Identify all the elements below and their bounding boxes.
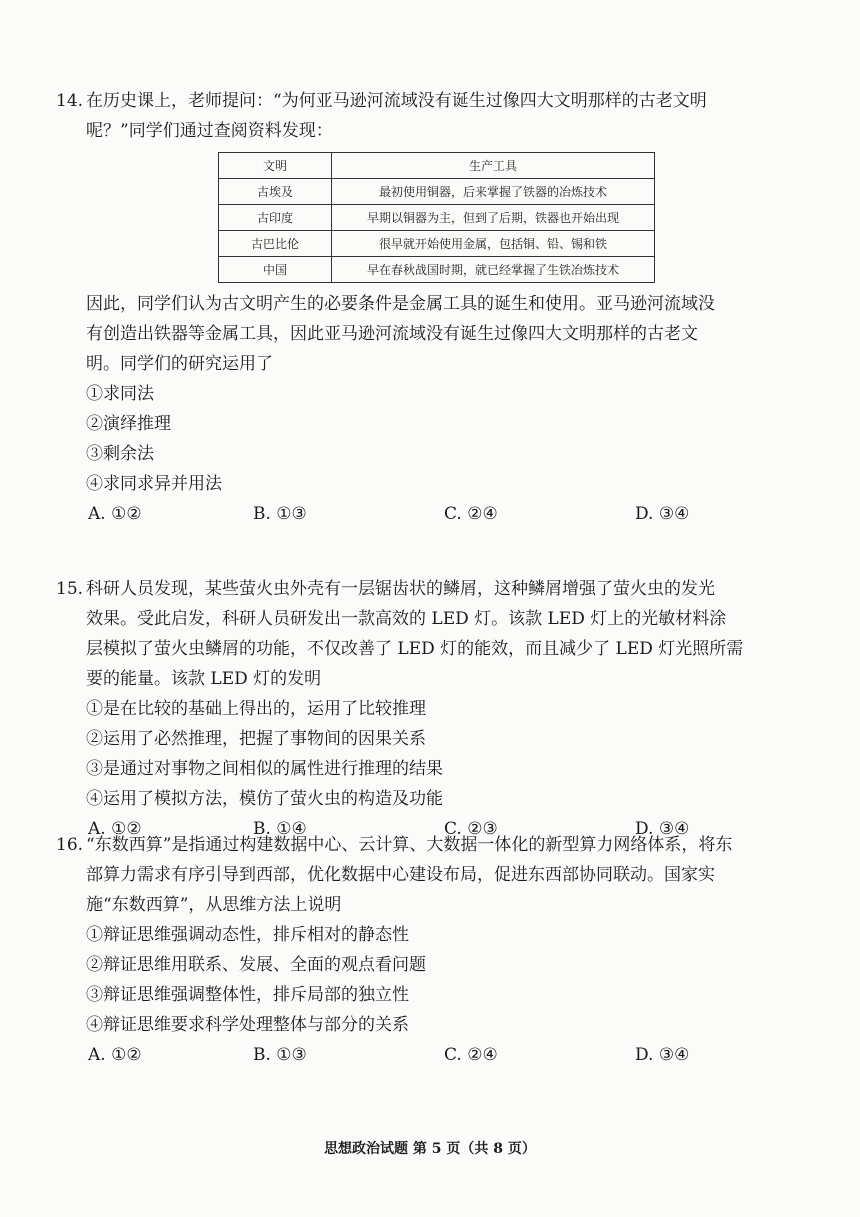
question-number: 15.	[56, 579, 84, 599]
question-16	[56, 830, 796, 1070]
table-cell: 早在春秋战国时期，就已经掌握了生铁冶炼技术	[332, 257, 655, 283]
option-b[interactable]: B. ①③	[253, 504, 307, 524]
option-a[interactable]: A. ①②	[88, 1045, 142, 1065]
option-d[interactable]: D. ③④	[635, 504, 690, 524]
question-14	[56, 86, 796, 529]
statement-item: ②演绎推理	[86, 414, 171, 434]
table-cell: 古埃及	[219, 179, 332, 205]
question-stem: 14. 在历史课上，老师提问：“为何亚马逊河流域没有诞生过像四大文明那样的古老文明	[56, 86, 796, 116]
statement-item: ①辩证思维强调动态性，排斥相对的静态性	[86, 925, 409, 945]
statement-item: ③剩余法	[86, 444, 154, 464]
question-number: 16.	[56, 835, 84, 855]
table-cell: 早期以铜器为主，但到了后期，铁器也开始出现	[332, 205, 655, 231]
statement-item: ③是通过对事物之间相似的属性进行推理的结果	[86, 759, 443, 779]
table-cell: 中国	[219, 257, 332, 283]
option-c[interactable]: C. ②③	[444, 819, 498, 839]
stem-text: 部算力需求有序引导到西部，优化数据中心建设布局，促进东西部协同联动。国家实	[86, 865, 715, 885]
answer-options	[88, 1040, 796, 1070]
table-header: 文明	[219, 153, 332, 179]
table-cell: 很早就开始使用金属，包括铜、铅、锡和铁	[332, 231, 655, 257]
option-d[interactable]: D. ③④	[635, 1045, 690, 1065]
statement-item: ①是在比较的基础上得出的，运用了比较推理	[86, 699, 426, 719]
option-a[interactable]: A. ①②	[88, 504, 142, 524]
statement-item: ①求同法	[86, 384, 154, 404]
table-cell: 古印度	[219, 205, 332, 231]
civilization-tools-table	[218, 152, 655, 283]
stem-text: 施“东数西算”，从思维方法上说明	[86, 895, 342, 915]
option-b[interactable]: B. ①④	[253, 819, 307, 839]
table-cell: 最初使用铜器，后来掌握了铁器的冶炼技术	[332, 179, 655, 205]
option-c[interactable]: C. ②④	[444, 1045, 498, 1065]
option-a[interactable]: A. ①②	[88, 819, 142, 839]
statement-item: ④求同求异并用法	[86, 474, 222, 494]
page-footer: 思想政治试题 第 5 页（共 8 页）	[324, 1141, 536, 1157]
option-b[interactable]: B. ①③	[253, 1045, 307, 1065]
statement-item: ④运用了模拟方法，模仿了萤火虫的构造及功能	[86, 789, 443, 809]
option-c[interactable]: C. ②④	[444, 504, 498, 524]
question-stem: 15. 科研人员发现，某些萤火虫外壳有一层锯齿状的鳞屑，这种鳞屑增强了萤火虫的发光	[56, 574, 796, 604]
statement-item: ②辩证思维用联系、发展、全面的观点看问题	[86, 955, 426, 975]
stem-text: 效果。受此启发，科研人员研发出一款高效的 LED 灯。该款 LED 灯上的光敏材料涂	[86, 609, 727, 629]
table-row	[219, 231, 655, 257]
table-row	[219, 179, 655, 205]
answer-options	[88, 499, 796, 529]
question-number: 14.	[56, 91, 84, 111]
statement-item: ②运用了必然推理，把握了事物间的因果关系	[86, 729, 426, 749]
question-stem-continued: 呢？”同学们通过查阅资料发现：	[86, 121, 333, 141]
question-stem: 16. “东数西算”是指通过构建数据中心、云计算、大数据一体化的新型算力网络体系，将东	[56, 830, 796, 860]
stem-text: 层模拟了萤火虫鳞屑的功能，不仅改善了 LED 灯的能效，而且减少了 LED 灯光照所需	[86, 639, 744, 659]
statement-item: ④辩证思维要求科学处理整体与部分的关系	[86, 1015, 409, 1035]
option-d[interactable]: D. ③④	[635, 819, 690, 839]
stem-text: 要的能量。该款 LED 灯的发明	[86, 669, 322, 689]
statement-item: ③辩证思维强调整体性，排斥局部的独立性	[86, 985, 409, 1005]
table-row	[219, 205, 655, 231]
question-15	[56, 574, 796, 844]
table-header: 生产工具	[332, 153, 655, 179]
table-row	[219, 257, 655, 283]
table-header-row	[219, 153, 655, 179]
table-cell: 古巴比伦	[219, 231, 332, 257]
stem-text: 有创造出铁器等金属工具，因此亚马逊河流域没有诞生过像四大文明那样的古老文	[86, 324, 698, 344]
stem-text: 明。同学们的研究运用了	[86, 354, 273, 374]
stem-text: 因此，同学们认为古文明产生的必要条件是金属工具的诞生和使用。亚马逊河流域没	[86, 294, 715, 314]
